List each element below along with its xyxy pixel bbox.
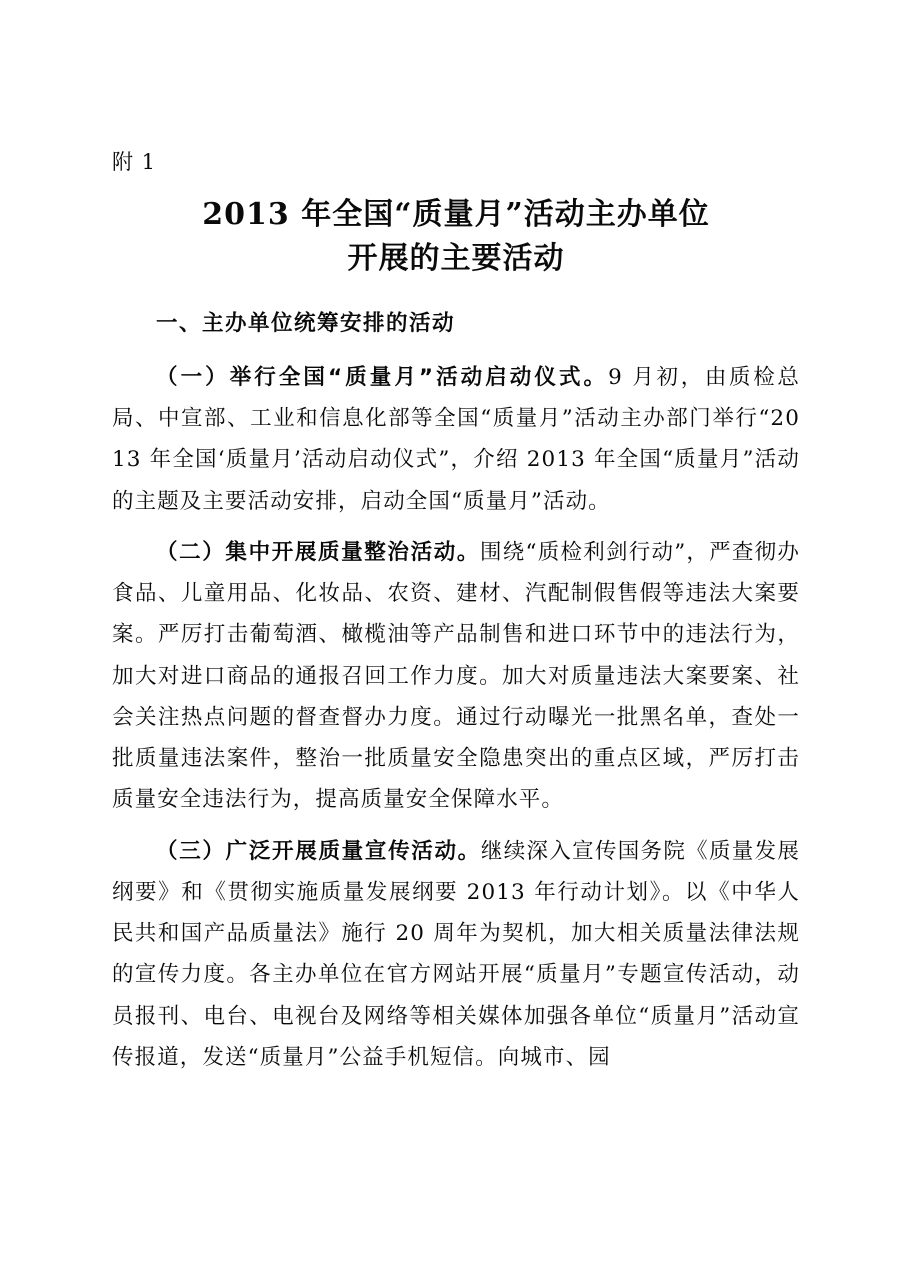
paragraph-three-text: 继续深入宣传国务院《质量发展纲要》和《贯彻实施质量发展纲要 2013 年行动计划》。以《中华人民共和国产品质量法》施行 20 周年为契机，加大相关质量法律法规的宣传力度。各主办单位在官方网站开展“质量月”专题宣传活动，动员报刊、电台、电视台及网络等相关媒体加强各单位“质量月”活动宣传报道，发送“质量月”公益手机短信。向城市、园: [112, 838, 800, 1070]
paragraph-one-lead: （一）举行全国“质量月”活动启动仪式。: [156, 364, 609, 390]
paragraph-two: [112, 532, 800, 821]
paragraph-one-text: 9 月初，由质检总局、中宣部、工业和信息化部等全国“质量月”活动主办部门举行“2013 年全国‘质量月’活动启动仪式”，介绍 2013 年全国“质量月”活动的主题及主要活动安排，启动全国“质量月”活动。: [112, 364, 800, 514]
paragraph-one: [112, 357, 800, 522]
attachment-label: 附 1: [112, 150, 157, 174]
paragraph-two-lead: （二）集中开展质量整治活动。: [156, 539, 481, 565]
paragraph-three: [112, 831, 800, 1079]
section-heading-one: 一、主办单位统筹安排的活动: [156, 311, 456, 337]
page-title-line-1: 2013 年全国“质量月”活动主办单位: [202, 197, 710, 233]
page-title: [112, 193, 800, 280]
paragraph-two-text: 围绕“质检利剑行动”，严查彻办食品、儿童用品、化妆品、农资、建材、汽配制假售假等违法大案要案。严厉打击葡萄酒、橄榄油等产品制售和进口环节中的违法行为，加大对进口商品的通报召回工作力度。加大对质量违法大案要案、社会关注热点问题的督查督办力度。通过行动曝光一批黑名单，查处一批质量违法案件，整治一批质量安全隐患突出的重点区域，严厉打击质量安全违法行为，提高质量安全保障水平。: [112, 539, 800, 813]
page-title-line-2: 开展的主要活动: [347, 240, 565, 276]
paragraph-three-lead: （三）广泛开展质量宣传活动。: [156, 838, 481, 864]
